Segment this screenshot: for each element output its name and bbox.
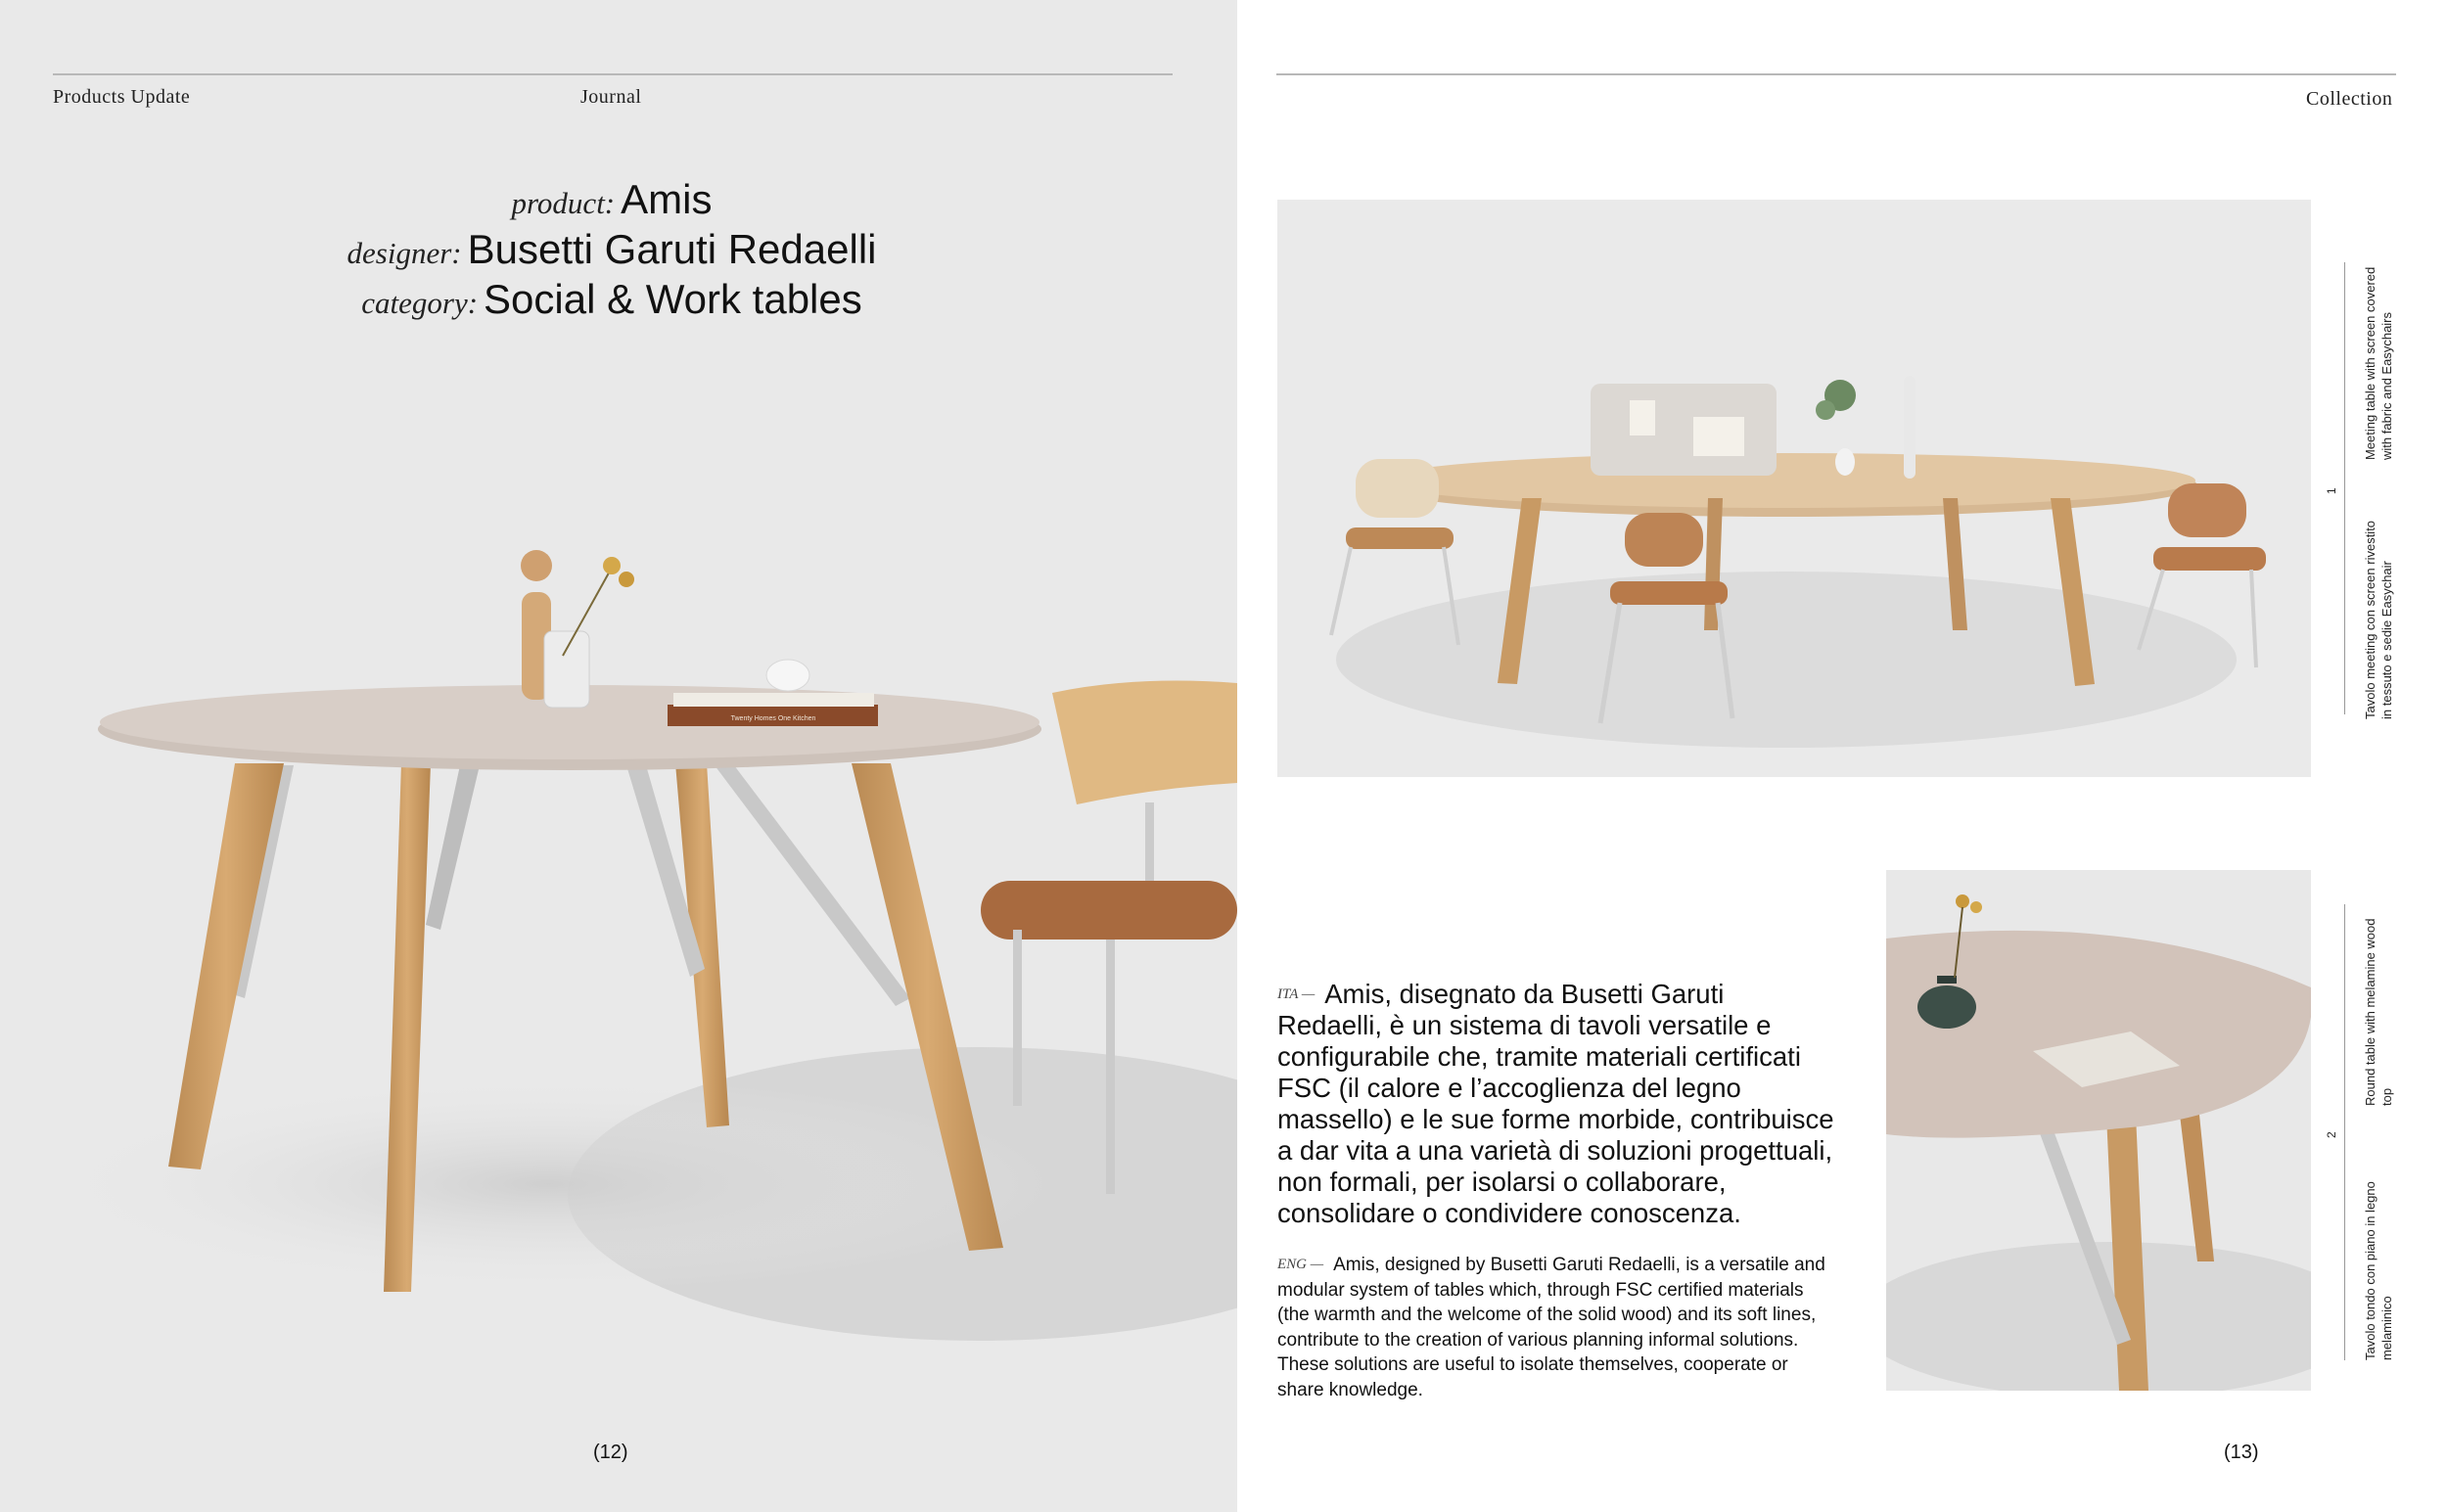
caption-divider-1 — [2344, 262, 2345, 714]
body-text-english — [1277, 1253, 1835, 1402]
header-rule-right — [1276, 73, 2396, 75]
header-rule — [53, 73, 1173, 75]
product-label: product: — [511, 186, 616, 220]
header-journal-label: Journal — [580, 86, 642, 108]
caption-2-eng — [2362, 919, 2395, 1107]
designer-row — [0, 224, 1224, 274]
eng-paragraph: Amis, designed by Busetti Garuti Redaelli, is a versatile and modular system of tables which, through FSC certified materials (the warmth and the welcome of the solid wood) and its soft lines, contribute to the creation of various planning informal solutions. These solutions are useful to isolate themselves, cooperate or share knowledge. — [1277, 1255, 1825, 1400]
page-number-left: (12) — [593, 1442, 628, 1463]
category-row — [0, 274, 1224, 324]
product-meta — [0, 174, 1224, 324]
caption-1-ita-line-2: in tessuto e sedie Easychair — [2379, 561, 2394, 719]
header-collection-label: Collection — [2306, 88, 2393, 110]
eng-language-label: ENG — — [1277, 1257, 1324, 1272]
caption-number-1: 1 — [2325, 487, 2338, 494]
product-row — [0, 174, 1224, 224]
caption-2-eng-line-2: top — [2379, 1087, 2394, 1106]
ita-language-label: ITA — — [1277, 986, 1316, 1002]
caption-2-ita — [2362, 1181, 2395, 1360]
hero-photo-round-table — [0, 509, 1237, 1370]
caption-1-ita — [2362, 521, 2395, 719]
caption-1-ita-line-1: Tavolo meeting con screen rivestito — [2363, 520, 2378, 719]
caption-1-eng — [2362, 267, 2395, 460]
designer-value: Busetti Garuti Redaelli — [467, 226, 877, 272]
category-value: Social & Work tables — [484, 276, 862, 322]
caption-1-eng-line-2: with fabric and Easychairs — [2379, 311, 2394, 460]
header-section-label: Products Update — [53, 86, 191, 108]
caption-2-ita-line-1: Tavolo tondo con piano in legno — [2363, 1181, 2378, 1360]
caption-2-ita-line-2: melaminico — [2379, 1296, 2394, 1360]
book-spine-title: Twenty Homes One Kitchen — [730, 715, 816, 722]
designer-label: designer: — [346, 236, 462, 270]
caption-divider-2 — [2344, 904, 2345, 1360]
caption-2-eng-line-1: Round table with melamine wood — [2363, 918, 2378, 1106]
body-text-italian — [1277, 979, 1835, 1229]
ita-paragraph: Amis, disegnato da Busetti Garuti Redaelli, è un sistema di tavoli versatile e configurabile che, tramite materiali certificati FSC (il calore e l’accoglienza del legno massello) e le sue forme morbide, contribuisce a dar vita a una varietà di soluzioni progettuali, non formali, per isolarsi o collaborare, consolidare o condividere conoscenza. — [1277, 979, 1834, 1228]
page-number-right: (13) — [2224, 1442, 2259, 1463]
caption-number-2: 2 — [2325, 1131, 2338, 1138]
photo-round-table-teapot — [1886, 870, 2311, 1391]
photo-meeting-table — [1277, 200, 2311, 777]
caption-1-eng-line-1: Meeting table with screen covered — [2363, 266, 2378, 460]
category-label: category: — [361, 286, 479, 320]
product-value: Amis — [621, 176, 713, 222]
